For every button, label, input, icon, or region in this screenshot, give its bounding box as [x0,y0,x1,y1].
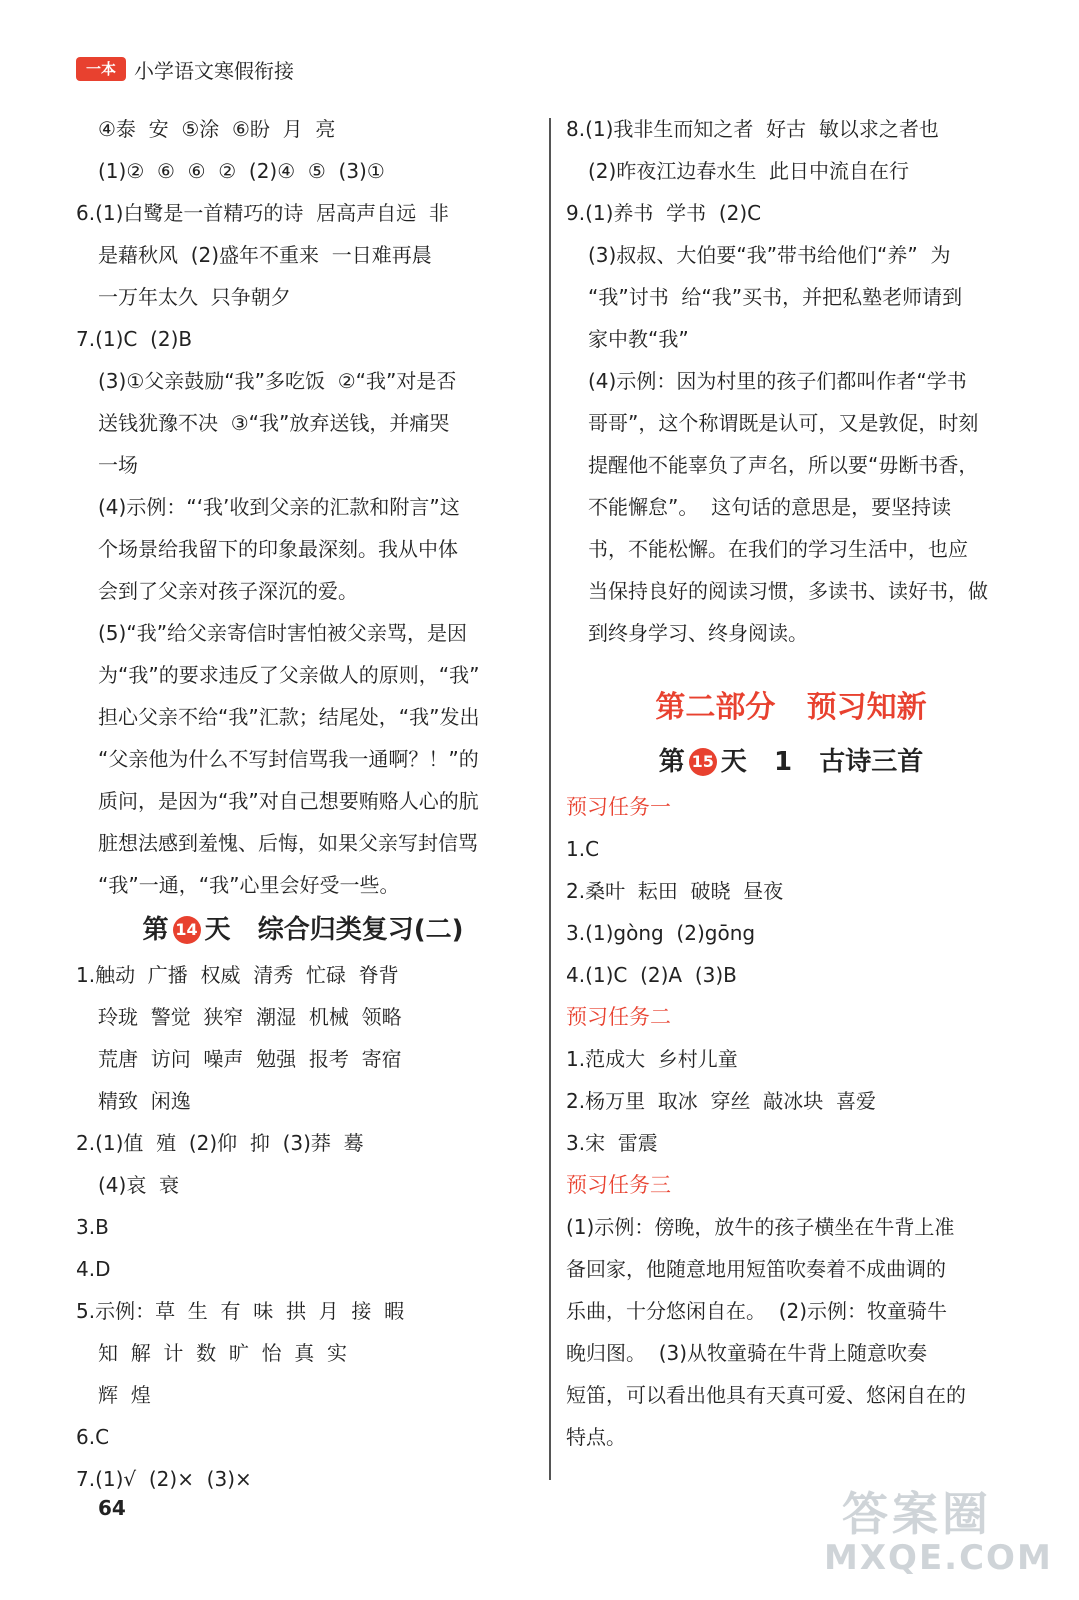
brand-logo: 一本 [76,57,126,81]
day-label: 第 [142,915,169,945]
day-14-title [76,906,530,954]
text-line: 7.(1)√ (2)× (3)× [76,1467,252,1491]
text-line: 不能懈怠”。 这句话的意思是，要坚持读 [588,495,952,519]
text-line: (4)哀 衰 [98,1173,180,1197]
text-line: 2.(1)值 殖 (2)仰 抑 (3)莽 蓦 [76,1131,364,1155]
text-line: 送钱犹豫不决 ③“我”放弃送钱，并痛哭 [98,411,450,435]
text-line: 到终身学习、终身阅读。 [588,621,808,645]
text-line: 5.示例：草 生 有 味 拱 月 接 暇 [76,1299,405,1323]
text-line: 担心父亲不给“我”汇款；结尾处，“我”发出 [98,705,480,729]
text-line: 脏想法感到羞愧、后悔，如果父亲写封信骂 [98,831,478,855]
text-line: 为“我”的要求违反了父亲做人的原则，“我” [98,663,480,687]
text-line: 当保持良好的阅读习惯，多读书、读好书，做 [588,579,988,603]
page-number: 64 [98,1496,126,1520]
book-title: 小学语文寒假衔接 [134,58,295,83]
text-line: 质问，是因为“我”对自己想要贿赂人心的肮 [98,789,479,813]
watermark-text: 答案圈 [842,1487,992,1541]
text-line: (5)“我”给父亲寄信时害怕被父亲骂，是因 [98,621,468,645]
text-line: (4)示例：“‘我’收到父亲的汇款和附言”这 [98,495,460,519]
text-line: 家中教“我” [588,327,689,351]
day-heading: 天 1 古诗三首 [720,747,924,777]
text-line: 特点。 [566,1425,626,1449]
text-line: (2)昨夜江边春水生 此日中流自在行 [588,159,910,183]
text-line: 1.触动 广播 权威 清秀 忙碌 脊背 [76,963,399,987]
text-line: (1)② ⑥ ⑥ ② (2)④ ⑤ (3)① [98,159,385,183]
day-15-title [566,738,1016,786]
right-column [566,108,1016,1458]
text-line: “我”一通，“我”心里会好受一些。 [98,873,400,897]
day-heading: 天 综合归类复习(二) [204,915,464,945]
text-line: 4.(1)C (2)A (3)B [566,963,737,987]
left-column [76,108,530,1500]
text-line: 精致 闲逸 [98,1089,191,1113]
question-8: 8.(1)我非生而知之者 好古 敏以求之者也 [566,117,939,141]
text-line: (3)叔叔、大伯要“我”带书给他们“养” 为 [588,243,951,267]
text-line: 书，不能松懈。在我们的学习生活中，也应 [588,537,968,561]
text-line: 一万年太久 只争朝夕 [98,285,291,309]
part-title: 第二部分 预习知新 [655,690,927,725]
text-line: 备回家，他随意地用短笛吹奏着不成曲调的 [566,1257,946,1281]
text-line: 3.B [76,1215,109,1239]
text-line: 短笛，可以看出他具有天真可爱、悠闲自在的 [566,1383,966,1407]
text-line: 2.杨万里 取冰 穿丝 敲冰块 喜爱 [566,1089,876,1113]
question-7: 7.(1)C (2)B [76,327,193,351]
day-label: 第 [658,747,685,777]
text-line: 会到了父亲对孩子深沉的爱。 [98,579,358,603]
text-line: “我”讨书 给“我”买书，并把私塾老师请到 [588,285,963,309]
text-line: 乐曲，十分悠闲自在。 (2)示例：牧童骑牛 [566,1299,948,1323]
text-line: 4.D [76,1257,111,1281]
text-line: 2.桑叶 耘田 破晓 昼夜 [566,879,784,903]
text-line: “父亲他为什么不写封信骂我一通啊？！”的 [98,747,479,771]
task-1-heading: 预习任务一 [566,795,671,819]
text-line: (4)示例：因为村里的孩子们都叫作者“学书 [588,369,967,393]
text-line: 提醒他不能辜负了声名，所以要“毋断书香， [588,453,979,477]
text-line: 3.(1)gòng (2)gōng [566,921,756,945]
question-9: 9.(1)养书 学书 (2)C [566,201,762,225]
text-line: 一场 [98,453,138,477]
question-6: 6.(1)白鹭是一首精巧的诗 居高声自远 非 [76,201,449,225]
text-line: 1.C [566,837,600,861]
text-line: 玲珑 警觉 狭窄 潮湿 机械 领略 [98,1005,402,1029]
watermark-logo [812,1478,1052,1588]
text-line: 荒唐 访问 噪声 勉强 报考 寄宿 [98,1047,402,1071]
day-number-badge: 14 [173,916,201,944]
text-line: 辉 煌 [98,1383,151,1407]
text-line: 哥哥”，这个称谓既是认可，又是敦促，时刻 [588,411,979,435]
text-line: 6.C [76,1425,110,1449]
text-line: 1.范成大 乡村儿童 [566,1047,738,1071]
text-line: 晚归图。 (3)从牧童骑在牛背上随意吹奏 [566,1341,928,1365]
watermark-url: MXQE.COM [824,1538,1053,1578]
text-line: (1)示例：傍晚，放牛的孩子横坐在牛背上准 [566,1215,955,1239]
column-divider [549,118,551,1480]
page-header [76,54,294,84]
text-line: 3.宋 雷震 [566,1131,658,1155]
task-3-heading: 预习任务三 [566,1173,671,1197]
text-line: 知 解 计 数 旷 怡 真 实 [98,1341,348,1365]
text-line: (3)①父亲鼓励“我”多吃饭 ②“我”对是否 [98,369,457,393]
text-line: 个场景给我留下的印象最深刻。我从中体 [98,537,458,561]
text-line: 是藉秋风 (2)盛年不重来 一日难再晨 [98,243,432,267]
day-number-badge: 15 [689,748,717,776]
text-line: ④泰 安 ⑤涂 ⑥盼 月 亮 [98,117,336,141]
task-2-heading: 预习任务二 [566,1005,671,1029]
